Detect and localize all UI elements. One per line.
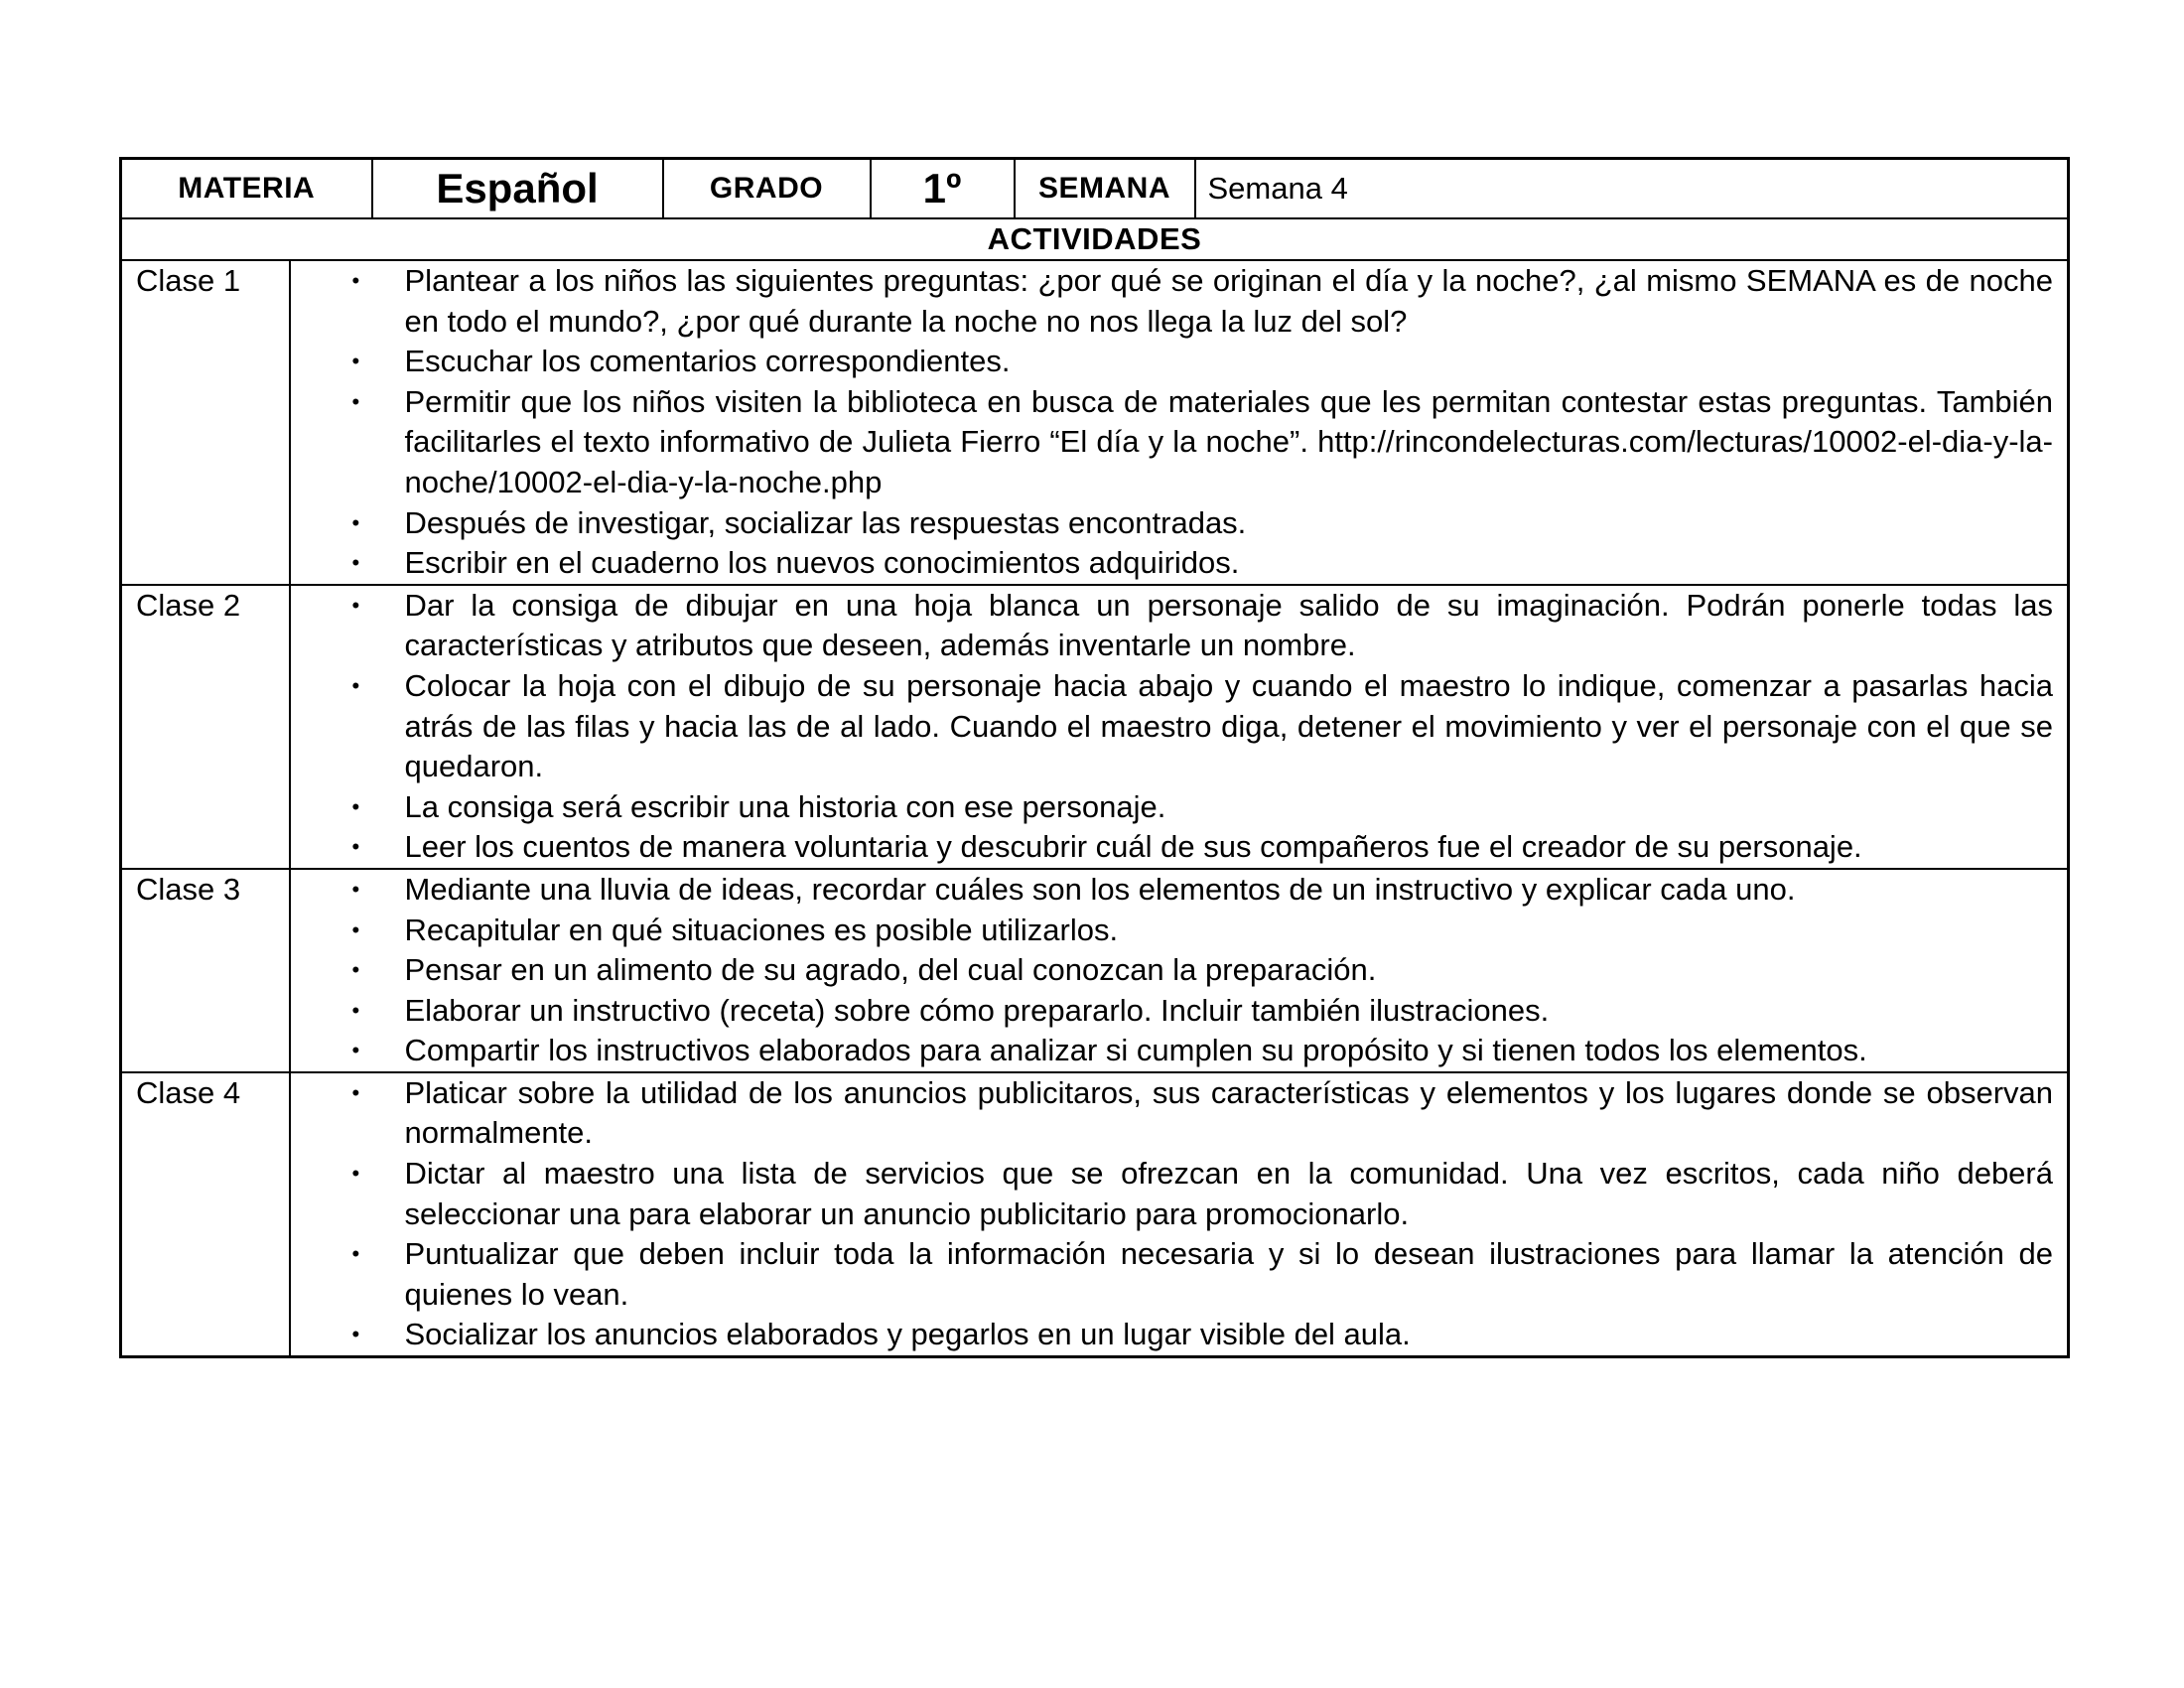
bullet-icon: • [351,509,360,535]
activities-title: ACTIVIDADES [121,218,2069,260]
bullet-icon: • [351,1079,360,1105]
activity-list [291,1073,2068,1355]
activity-text: Platicar sobre la utilidad de los anuncios publicitaros, sus características y elementos y los lugares donde se observan normalmente. [404,1074,2053,1151]
activity-item [291,503,2054,544]
lesson-plan-sheet [119,157,2067,1358]
activity-text: Escuchar los comentarios correspondientes. [404,344,1011,379]
activity-item [291,911,2054,951]
bullet-icon: • [351,268,360,293]
class-label: Clase 4 [121,1072,290,1357]
activity-text: Dictar al maestro una lista de servicios que se ofrezcan en la comunidad. Una vez escritos, cada niño deberá seleccionar una para elaborar un anuncio publicitario para promocionarlo. [404,1156,2053,1231]
activity-text: Plantear a los niños las siguientes preguntas: ¿por qué se originan el día y la noche?, ¿al mismo SEMANA es de noche en todo el mundo?, ¿por qué durante la noche no nos llega la luz del sol? [404,263,2053,339]
activity-item [291,1073,2054,1154]
bullet-icon: • [351,672,360,698]
activities-title-row [121,218,2069,260]
activity-text: Colocar la hoja con el dibujo de su personaje hacia abajo y cuando el maestro lo indique, comenzar a pasarlas hacia atrás de las filas y hacia las de al lado. Cuando el maestro diga, detener el movimiento y ver el personaje con el que se quedaron. [404,667,2053,784]
lesson-plan-table [119,157,2070,1358]
activity-text: Escribir en el cuaderno los nuevos conocimientos adquiridos. [404,545,1240,581]
class-row [121,869,2069,1072]
activity-item [291,991,2054,1032]
activity-item [291,950,2054,991]
bullet-icon: • [351,349,360,374]
grado-value: 1º [871,159,1015,219]
activity-item [291,787,2054,828]
activity-text: Dar la consiga de dibujar en una hoja blanca un personaje salido de su imaginación. Podrán ponerle todas las características y atributos que deseen, además inventarle un nombre. [404,587,2053,663]
bullet-icon: • [351,1161,360,1187]
class-row [121,585,2069,869]
activity-item [291,827,2054,868]
activity-text: Permitir que los niños visiten la biblioteca en busca de materiales que les permitan contestar estas preguntas. También facilitarles el texto informativo de Julieta Fierro “El día y la noche”. http://rincondelecturas.com/lecturas/10002-el-dia-y-la-noche/10002-el-dia-y-la-noche.php [404,383,2053,499]
semana-label: SEMANA [1015,159,1195,219]
activity-item [291,543,2054,584]
activity-list [291,261,2068,584]
bullet-icon: • [351,957,360,983]
class-label: Clase 2 [121,585,290,869]
activity-item [291,1234,2054,1315]
activity-text: Compartir los instructivos elaborados para analizar si cumplen su propósito y si tienen todos los elementos. [404,1033,1867,1068]
class-row [121,1072,2069,1357]
bullet-icon: • [351,916,360,942]
class-label: Clase 3 [121,869,290,1072]
activity-item [291,586,2054,666]
activity-text: La consiga será escribir una historia con ese personaje. [404,788,1166,824]
bullet-icon: • [351,997,360,1023]
activity-item [291,342,2054,382]
activity-text: Puntualizar que deben incluir toda la información necesaria y si lo desean ilustraciones para llamar la atención de quienes lo vean. [404,1236,2053,1312]
bullet-icon: • [351,834,360,860]
bullet-icon: • [351,1241,360,1267]
bullet-icon: • [351,592,360,618]
activity-item [291,870,2054,911]
activity-text: Después de investigar, socializar las respuestas encontradas. [404,504,1247,540]
class-row [121,260,2069,585]
class-activities [290,585,2069,869]
activity-list [291,870,2068,1071]
activity-item [291,1031,2054,1071]
activity-text: Recapitular en qué situaciones es posible utilizarlos. [404,912,1119,947]
class-activities [290,260,2069,585]
grado-label: GRADO [663,159,871,219]
activity-item [291,1154,2054,1234]
activity-text: Pensar en un alimento de su agrado, del cual conozcan la preparación. [404,952,1377,988]
activity-item [291,666,2054,787]
activity-item [291,261,2054,342]
bullet-icon: • [351,1322,360,1347]
bullet-icon: • [351,876,360,902]
activity-text: Socializar los anuncios elaborados y pegarlos en un lugar visible del aula. [404,1317,1411,1352]
bullet-icon: • [351,550,360,576]
bullet-icon: • [351,793,360,819]
activity-item [291,382,2054,503]
activity-list [291,586,2068,868]
activity-text: Mediante una lluvia de ideas, recordar cuáles son los elementos de un instructivo y explicar cada uno. [404,871,1796,907]
materia-label: MATERIA [121,159,372,219]
activity-text: Elaborar un instructivo (receta) sobre cómo prepararlo. Incluir también ilustraciones. [404,992,1550,1028]
class-activities [290,869,2069,1072]
activity-text: Leer los cuentos de manera voluntaria y descubrir cuál de sus compañeros fue el creador de su personaje. [404,829,1862,865]
class-activities [290,1072,2069,1357]
activity-item [291,1315,2054,1355]
class-label: Clase 1 [121,260,290,585]
materia-value: Español [372,159,663,219]
bullet-icon: • [351,1038,360,1063]
semana-value: Semana 4 [1195,159,2069,219]
header-row [121,159,2069,219]
bullet-icon: • [351,388,360,414]
